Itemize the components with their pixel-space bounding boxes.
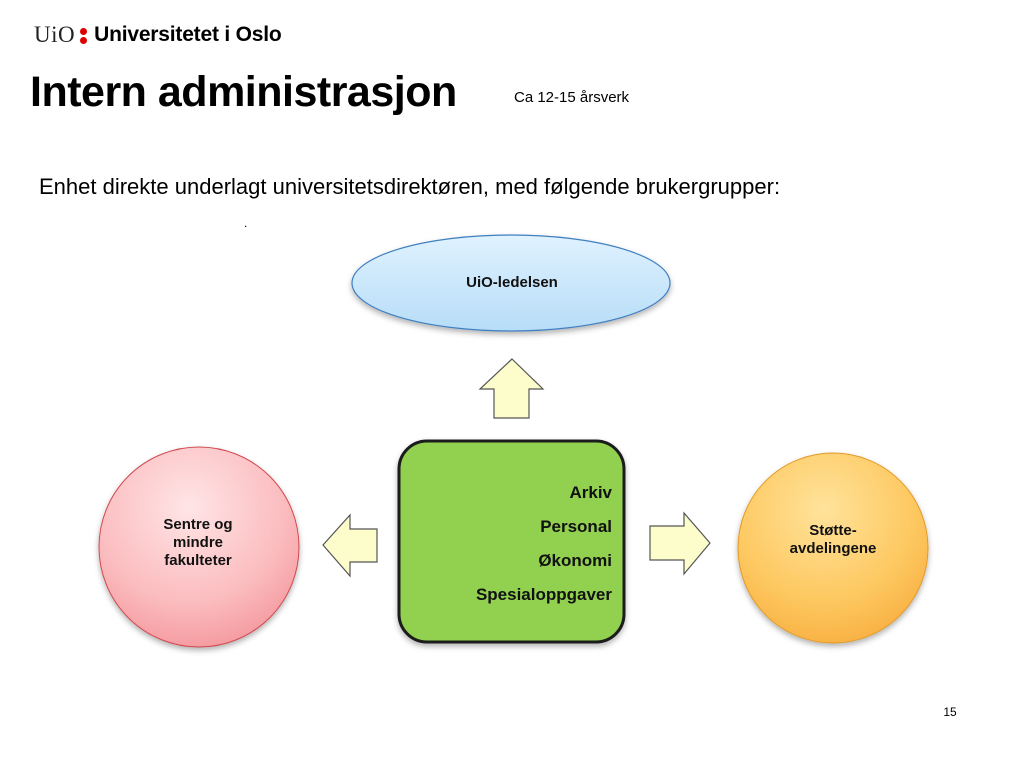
right-node-line: Støtte-: [809, 522, 857, 539]
right-node-label: [752, 522, 914, 558]
left-node-line: fakulteter: [164, 552, 232, 569]
intro-text: Enhet direkte underlagt universitetsdirektøren, med følgende brukergrupper:: [39, 174, 781, 199]
center-item-arkiv: Arkiv: [569, 483, 612, 502]
arrow-left-icon: [323, 515, 377, 576]
logo-university-name: Universitetet i Oslo: [94, 23, 282, 46]
left-node-label: [118, 516, 278, 570]
arrow-right-icon: [650, 513, 710, 574]
right-node-line: avdelingene: [789, 540, 877, 557]
center-item-okonomi: Økonomi: [538, 551, 612, 570]
left-node-line: mindre: [172, 534, 223, 551]
top-node-label: UiO-ledelsen: [466, 274, 558, 291]
logo-uio-text: UiO: [34, 22, 76, 47]
slide-subtitle: Ca 12-15 årsverk: [514, 89, 630, 106]
left-node-line: Sentre og: [163, 516, 233, 533]
center-node-list: [410, 476, 612, 612]
center-item-spesialoppgaver: Spesialoppgaver: [475, 585, 612, 604]
slide-title: Intern administrasjon: [30, 68, 457, 116]
arrow-up-icon: [480, 359, 543, 418]
center-item-personal: Personal: [540, 517, 612, 536]
page-number: 15: [943, 705, 957, 719]
stray-mark: .: [244, 216, 248, 230]
